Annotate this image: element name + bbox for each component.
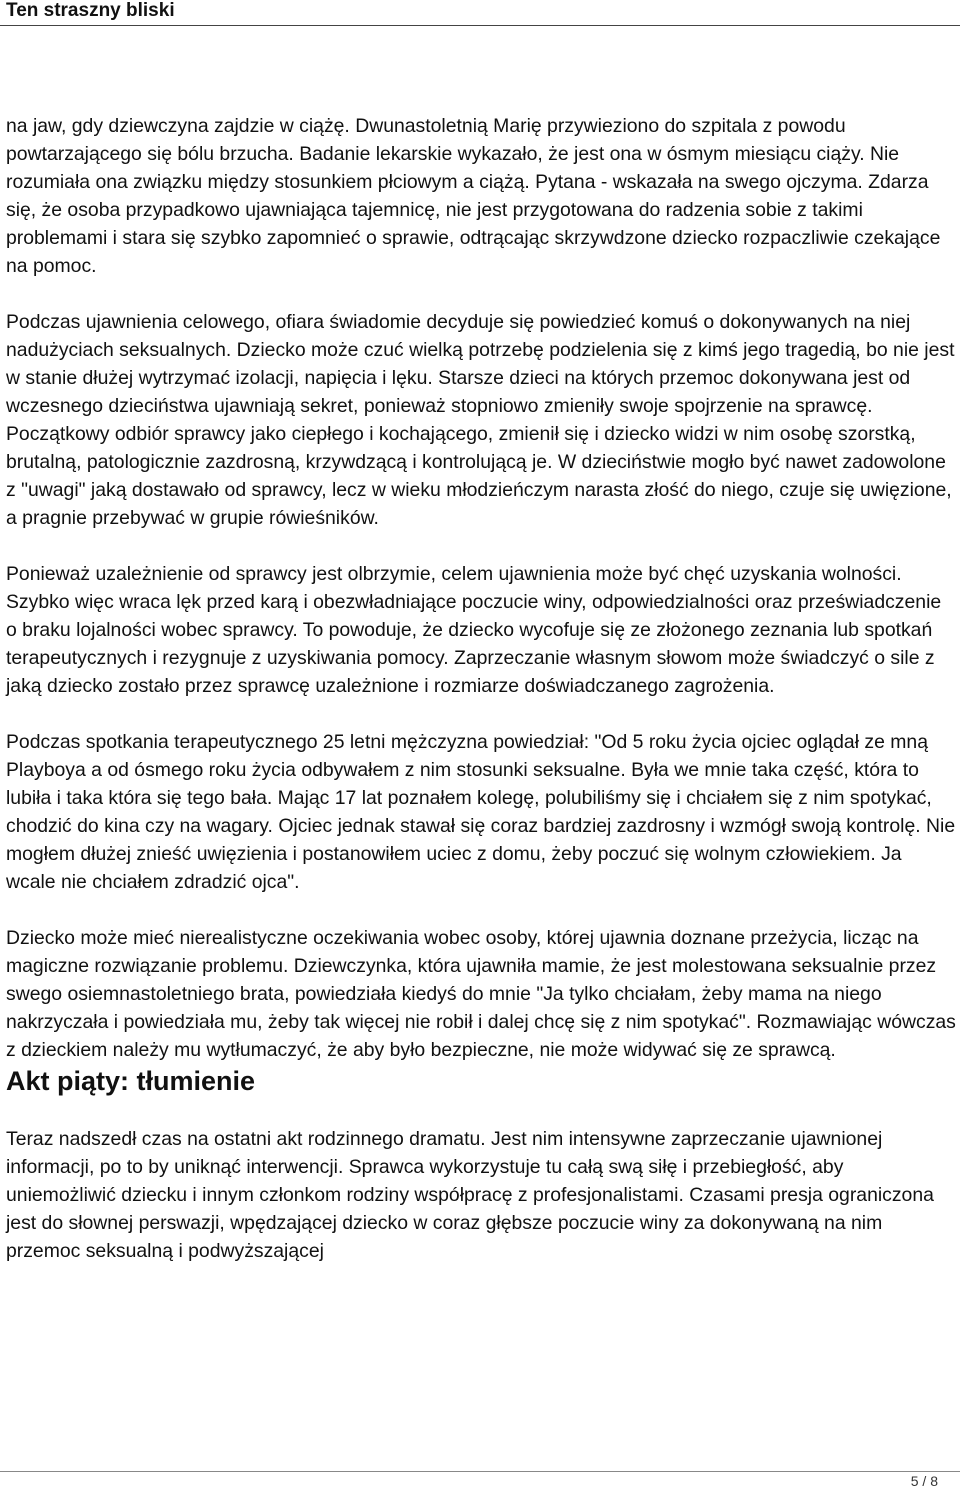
paragraph-4: Podczas spotkania terapeutycznego 25 letni mężczyzna powiedział: "Od 5 roku życia ojciec oglądał ze mną Playboya a od ósmego roku życia odbywałem z nim stosunki seksualne. Była we mnie taka część, która to lubiła i taka która się tego bała. Mając 17 lat poznałem kolegę, polubiliśmy się i chciałem się z nim spotykać, chodzić do kina czy na wagary. Ojciec jednak stawał się coraz bardziej zazdrosny i wzmógł swoją kontrolę. Nie mogłem dłużej znieść uwięzienia i postanowiłem uciec z domu, żeby poczuć się wolnym człowiekiem. Ja wcale nie chciałem zdradzić ojca". [6, 731, 956, 893]
paragraph-1: na jaw, gdy dziewczyna zajdzie w ciążę. Dwunastoletnią Marię przywieziono do szpitala z powodu powtarzającego się bólu brzucha. Badanie lekarskie wykazało, że jest ona w ósmym miesiącu ciąży. Nie rozumiała ona związku między stosunkiem płciowym a ciążą. Pytana - wskazała na swego ojczyma. Zdarza się, że osoba przypadkowo ujawniająca tajemnicę, nie jest przygotowana do radzenia sobie z takimi problemami i stara się szybko zapomnieć o sprawie, odtrącając skrzywdzone dziecko rozpaczliwie czekające na pomoc. [6, 115, 941, 277]
page-header [0, 0, 960, 26]
paragraph-6: Teraz nadszedł czas na ostatni akt rodzinnego dramatu. Jest nim intensywne zaprzeczanie ujawnionej informacji, po to by uniknąć interwencji. Sprawca wykorzystuje tu całą swą siłę i przebiegłość, aby uniemożliwić dziecku i innym członkom rodziny współpracę z profesjonalistami. Czasami presja ograniczona jest do słownej perswazji, wpędzającej dziecko w coraz głębsze poczucie winy za dokonywaną na nim przemoc seksualną i podwyższającej [6, 1128, 934, 1262]
paragraph-2: Podczas ujawnienia celowego, ofiara świadomie decyduje się powiedzieć komuś o dokonywanych na niej nadużyciach seksualnych. Dziecko może czuć wielką potrzebę podzielenia się z kimś jego tragedią, bo nie jest w stanie dłużej wytrzymać izolacji, napięcia i lęku. Starsze dzieci na których przemoc dokonywana jest od wczesnego dzieciństwa ujawniają sekret, ponieważ stopniowo zmieniły swoje spojrzenie na sprawcę. Początkowy odbiór sprawcy jako ciepłego i kochającego, zmienił się i dziecko widzi w nim osobę szorstką, brutalną, patologicznie zazdrosną, krzywdzącą i kontrolującą je. W dzieciństwie mogło być nawet zadowolone z "uwagi" jaką dostawało od sprawcy, lecz w wieku młodzieńczym narasta złość do niego, czuje się uwięzione, a pragnie przebywać w grupie rówieśników. [6, 311, 955, 529]
header-divider [0, 25, 960, 26]
document-title: Ten straszny bliski [6, 0, 175, 21]
section-heading: Akt piąty: tłumienie [6, 1066, 256, 1096]
paragraph-3: Ponieważ uzależnienie od sprawcy jest olbrzymie, celem ujawnienia może być chęć uzyskania wolności. Szybko więc wraca lęk przed karą i obezwładniające poczucie winy, odpowiedzialności oraz przeświadczenie o braku lojalności wobec sprawcy. To powoduje, że dziecko wycofuje się ze złożonego zeznania lub spotkań terapeutycznych i rezygnuje z uzyskiwania pomocy. Zaprzeczanie własnym słowom może świadczyć o sile z jaką dziecko zostało przez sprawcę uzależnione i rozmiarze doświadczanego zagrożenia. [6, 563, 942, 697]
document-body [6, 112, 956, 1265]
paragraph-5: Dziecko może mieć nierealistyczne oczekiwania wobec osoby, której ujawnia doznane przeżycia, licząc na magiczne rozwiązanie problemu. Dziewczynka, która ujawniła mamie, że jest molestowana seksualnie przez swego osiemnastoletniego brata, powiedziała kiedyś do mnie "Ja tylko chciałam, żeby mama na niego nakrzyczała i powiedziała mu, żeby tak więcej nie robił i dalej chcę się z nim spotykać". Rozmawiając wówczas z dzieckiem należy mu wytłumaczyć, że aby było bezpieczne, nie może widywać się ze sprawcą. [6, 927, 956, 1061]
footer-divider [0, 1471, 960, 1472]
page-number: 5 / 8 [910, 1473, 938, 1489]
